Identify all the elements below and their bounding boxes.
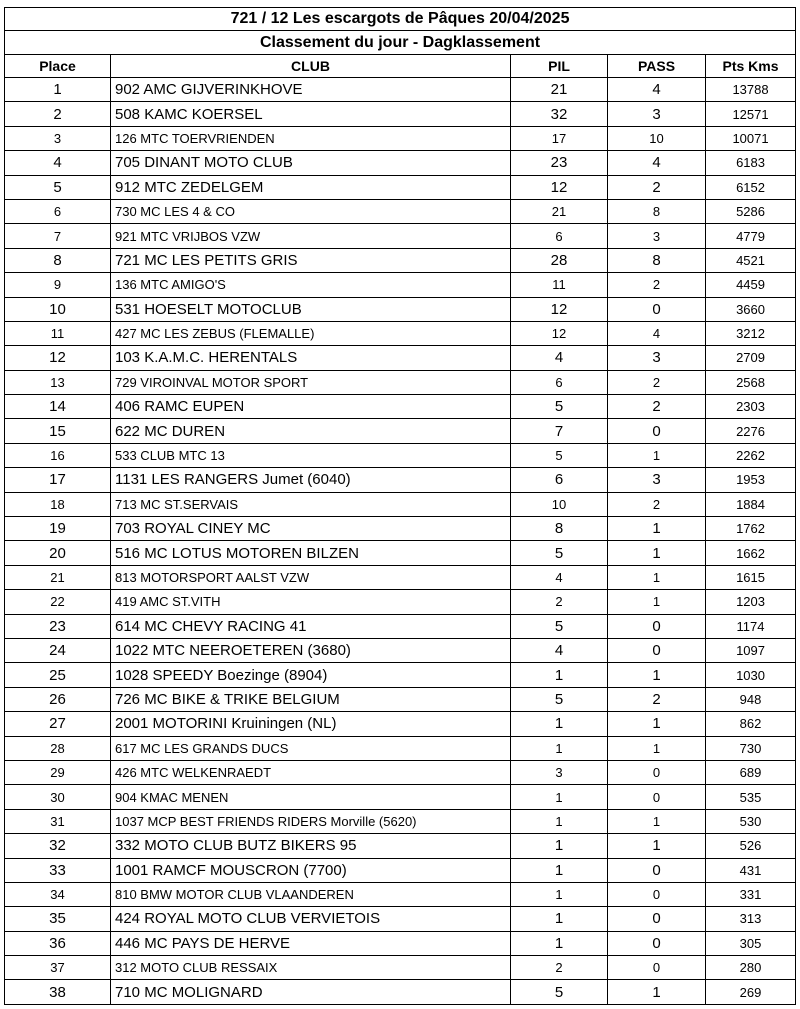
table-row bbox=[5, 614, 796, 638]
club-cell: 533 CLUB MTC 13 bbox=[111, 443, 511, 467]
table-row bbox=[5, 370, 796, 394]
pil-cell: 1 bbox=[511, 663, 608, 687]
pass-cell: 1 bbox=[608, 736, 706, 760]
club-cell: 312 MOTO CLUB RESSAIX bbox=[111, 956, 511, 980]
place-cell: 13 bbox=[5, 370, 111, 394]
pts-kms-cell: 1203 bbox=[706, 590, 796, 614]
table-row bbox=[5, 956, 796, 980]
pil-cell: 6 bbox=[511, 370, 608, 394]
place-cell: 35 bbox=[5, 907, 111, 931]
pass-cell: 3 bbox=[608, 224, 706, 248]
pil-cell: 12 bbox=[511, 175, 608, 199]
column-header-pil: PIL bbox=[511, 55, 608, 78]
pass-cell: 0 bbox=[608, 785, 706, 809]
table-row bbox=[5, 931, 796, 955]
club-cell: 1037 MCP BEST FRIENDS RIDERS Morville (5620) bbox=[111, 809, 511, 833]
place-cell: 22 bbox=[5, 590, 111, 614]
place-cell: 8 bbox=[5, 248, 111, 272]
club-cell: 419 AMC ST.VITH bbox=[111, 590, 511, 614]
pass-cell: 2 bbox=[608, 370, 706, 394]
pil-cell: 12 bbox=[511, 297, 608, 321]
club-cell: 508 KAMC KOERSEL bbox=[111, 102, 511, 126]
club-cell: 424 ROYAL MOTO CLUB VERVIETOIS bbox=[111, 907, 511, 931]
pil-cell: 32 bbox=[511, 102, 608, 126]
pil-cell: 5 bbox=[511, 687, 608, 711]
club-cell: 810 BMW MOTOR CLUB VLAANDEREN bbox=[111, 882, 511, 906]
table-row bbox=[5, 492, 796, 516]
pil-cell: 1 bbox=[511, 931, 608, 955]
pass-cell: 1 bbox=[608, 663, 706, 687]
table-row bbox=[5, 297, 796, 321]
club-cell: 902 AMC GIJVERINKHOVE bbox=[111, 78, 511, 102]
club-cell: 1028 SPEEDY Boezinge (8904) bbox=[111, 663, 511, 687]
place-cell: 36 bbox=[5, 931, 111, 955]
pass-cell: 1 bbox=[608, 443, 706, 467]
place-cell: 1 bbox=[5, 78, 111, 102]
pts-kms-cell: 2709 bbox=[706, 346, 796, 370]
table-row bbox=[5, 346, 796, 370]
table-row bbox=[5, 980, 796, 1004]
table-row bbox=[5, 443, 796, 467]
table-row bbox=[5, 565, 796, 589]
pts-kms-cell: 1884 bbox=[706, 492, 796, 516]
table-row bbox=[5, 760, 796, 784]
pts-kms-cell: 313 bbox=[706, 907, 796, 931]
pil-cell: 4 bbox=[511, 638, 608, 662]
pass-cell: 8 bbox=[608, 199, 706, 223]
table-row bbox=[5, 687, 796, 711]
pts-kms-cell: 431 bbox=[706, 858, 796, 882]
club-cell: 406 RAMC EUPEN bbox=[111, 395, 511, 419]
place-cell: 21 bbox=[5, 565, 111, 589]
pil-cell: 21 bbox=[511, 199, 608, 223]
pil-cell: 1 bbox=[511, 736, 608, 760]
pil-cell: 12 bbox=[511, 321, 608, 345]
place-cell: 30 bbox=[5, 785, 111, 809]
place-cell: 34 bbox=[5, 882, 111, 906]
pass-cell: 2 bbox=[608, 492, 706, 516]
place-cell: 6 bbox=[5, 199, 111, 223]
pil-cell: 4 bbox=[511, 346, 608, 370]
club-cell: 136 MTC AMIGO'S bbox=[111, 273, 511, 297]
club-cell: 103 K.A.M.C. HERENTALS bbox=[111, 346, 511, 370]
place-cell: 18 bbox=[5, 492, 111, 516]
place-cell: 7 bbox=[5, 224, 111, 248]
pass-cell: 4 bbox=[608, 321, 706, 345]
place-cell: 31 bbox=[5, 809, 111, 833]
place-cell: 12 bbox=[5, 346, 111, 370]
club-cell: 332 MOTO CLUB BUTZ BIKERS 95 bbox=[111, 834, 511, 858]
place-cell: 27 bbox=[5, 712, 111, 736]
place-cell: 2 bbox=[5, 102, 111, 126]
table-row bbox=[5, 419, 796, 443]
pts-kms-cell: 331 bbox=[706, 882, 796, 906]
place-cell: 11 bbox=[5, 321, 111, 345]
table-row bbox=[5, 395, 796, 419]
pil-cell: 7 bbox=[511, 419, 608, 443]
pil-cell: 5 bbox=[511, 614, 608, 638]
place-cell: 24 bbox=[5, 638, 111, 662]
pil-cell: 28 bbox=[511, 248, 608, 272]
column-header-pass: PASS bbox=[608, 55, 706, 78]
place-cell: 3 bbox=[5, 126, 111, 150]
pts-kms-cell: 3212 bbox=[706, 321, 796, 345]
pts-kms-cell: 689 bbox=[706, 760, 796, 784]
table-row bbox=[5, 517, 796, 541]
pts-kms-cell: 948 bbox=[706, 687, 796, 711]
ranking-rows bbox=[5, 78, 796, 1005]
table-row bbox=[5, 321, 796, 345]
pass-cell: 0 bbox=[608, 931, 706, 955]
pil-cell: 3 bbox=[511, 760, 608, 784]
table-row bbox=[5, 712, 796, 736]
pts-kms-cell: 1762 bbox=[706, 517, 796, 541]
club-cell: 729 VIROINVAL MOTOR SPORT bbox=[111, 370, 511, 394]
place-cell: 17 bbox=[5, 468, 111, 492]
pil-cell: 1 bbox=[511, 809, 608, 833]
pts-kms-cell: 6152 bbox=[706, 175, 796, 199]
place-cell: 15 bbox=[5, 419, 111, 443]
table-row bbox=[5, 468, 796, 492]
club-cell: 1001 RAMCF MOUSCRON (7700) bbox=[111, 858, 511, 882]
club-cell: 446 MC PAYS DE HERVE bbox=[111, 931, 511, 955]
pil-cell: 8 bbox=[511, 517, 608, 541]
pil-cell: 1 bbox=[511, 882, 608, 906]
place-cell: 5 bbox=[5, 175, 111, 199]
club-cell: 126 MTC TOERVRIENDEN bbox=[111, 126, 511, 150]
table-row bbox=[5, 638, 796, 662]
pil-cell: 10 bbox=[511, 492, 608, 516]
pass-cell: 1 bbox=[608, 712, 706, 736]
club-cell: 730 MC LES 4 & CO bbox=[111, 199, 511, 223]
table-row bbox=[5, 102, 796, 126]
club-cell: 705 DINANT MOTO CLUB bbox=[111, 151, 511, 175]
pts-kms-cell: 1174 bbox=[706, 614, 796, 638]
place-cell: 29 bbox=[5, 760, 111, 784]
place-cell: 20 bbox=[5, 541, 111, 565]
ranking-subtitle: Classement du jour - Dagklassement bbox=[5, 31, 796, 55]
pts-kms-cell: 535 bbox=[706, 785, 796, 809]
pts-kms-cell: 10071 bbox=[706, 126, 796, 150]
column-header-place: Place bbox=[5, 55, 111, 78]
pass-cell: 0 bbox=[608, 297, 706, 321]
pil-cell: 4 bbox=[511, 565, 608, 589]
pass-cell: 1 bbox=[608, 980, 706, 1004]
pts-kms-cell: 862 bbox=[706, 712, 796, 736]
table-row bbox=[5, 273, 796, 297]
place-cell: 10 bbox=[5, 297, 111, 321]
table-row bbox=[5, 809, 796, 833]
pts-kms-cell: 1097 bbox=[706, 638, 796, 662]
club-cell: 703 ROYAL CINEY MC bbox=[111, 517, 511, 541]
club-cell: 622 MC DUREN bbox=[111, 419, 511, 443]
club-cell: 1022 MTC NEEROETEREN (3680) bbox=[111, 638, 511, 662]
pass-cell: 2 bbox=[608, 395, 706, 419]
pil-cell: 5 bbox=[511, 395, 608, 419]
table-row bbox=[5, 199, 796, 223]
pass-cell: 4 bbox=[608, 78, 706, 102]
pts-kms-cell: 730 bbox=[706, 736, 796, 760]
event-title: 721 / 12 Les escargots de Pâques 20/04/2025 bbox=[5, 8, 796, 31]
pts-kms-cell: 280 bbox=[706, 956, 796, 980]
pass-cell: 1 bbox=[608, 565, 706, 589]
pass-cell: 3 bbox=[608, 346, 706, 370]
pts-kms-cell: 2303 bbox=[706, 395, 796, 419]
club-cell: 710 MC MOLIGNARD bbox=[111, 980, 511, 1004]
pts-kms-cell: 2262 bbox=[706, 443, 796, 467]
pil-cell: 5 bbox=[511, 980, 608, 1004]
pil-cell: 2 bbox=[511, 956, 608, 980]
table-row bbox=[5, 785, 796, 809]
club-cell: 813 MOTORSPORT AALST VZW bbox=[111, 565, 511, 589]
column-header-pts-kms: Pts Kms bbox=[706, 55, 796, 78]
pass-cell: 0 bbox=[608, 419, 706, 443]
pil-cell: 6 bbox=[511, 468, 608, 492]
pass-cell: 0 bbox=[608, 956, 706, 980]
ranking-sheet bbox=[4, 7, 795, 1005]
pass-cell: 2 bbox=[608, 175, 706, 199]
club-cell: 426 MTC WELKENRAEDT bbox=[111, 760, 511, 784]
place-cell: 33 bbox=[5, 858, 111, 882]
pass-cell: 0 bbox=[608, 858, 706, 882]
club-cell: 721 MC LES PETITS GRIS bbox=[111, 248, 511, 272]
pass-cell: 4 bbox=[608, 151, 706, 175]
table-row bbox=[5, 736, 796, 760]
ranking-table bbox=[4, 7, 796, 1005]
pil-cell: 21 bbox=[511, 78, 608, 102]
club-cell: 726 MC BIKE & TRIKE BELGIUM bbox=[111, 687, 511, 711]
pts-kms-cell: 4779 bbox=[706, 224, 796, 248]
table-row bbox=[5, 151, 796, 175]
pass-cell: 0 bbox=[608, 760, 706, 784]
pass-cell: 1 bbox=[608, 541, 706, 565]
table-row bbox=[5, 175, 796, 199]
table-row bbox=[5, 590, 796, 614]
table-row bbox=[5, 834, 796, 858]
place-cell: 32 bbox=[5, 834, 111, 858]
club-cell: 912 MTC ZEDELGEM bbox=[111, 175, 511, 199]
place-cell: 25 bbox=[5, 663, 111, 687]
pts-kms-cell: 530 bbox=[706, 809, 796, 833]
pass-cell: 1 bbox=[608, 834, 706, 858]
pass-cell: 3 bbox=[608, 468, 706, 492]
pil-cell: 6 bbox=[511, 224, 608, 248]
pass-cell: 0 bbox=[608, 907, 706, 931]
club-cell: 921 MTC VRIJBOS VZW bbox=[111, 224, 511, 248]
table-row bbox=[5, 907, 796, 931]
column-header-club: CLUB bbox=[111, 55, 511, 78]
club-cell: 614 MC CHEVY RACING 41 bbox=[111, 614, 511, 638]
pil-cell: 5 bbox=[511, 443, 608, 467]
club-cell: 2001 MOTORINI Kruiningen (NL) bbox=[111, 712, 511, 736]
place-cell: 37 bbox=[5, 956, 111, 980]
pass-cell: 2 bbox=[608, 687, 706, 711]
pass-cell: 8 bbox=[608, 248, 706, 272]
club-cell: 427 MC LES ZEBUS (FLEMALLE) bbox=[111, 321, 511, 345]
table-row bbox=[5, 663, 796, 687]
pts-kms-cell: 4521 bbox=[706, 248, 796, 272]
place-cell: 9 bbox=[5, 273, 111, 297]
place-cell: 23 bbox=[5, 614, 111, 638]
pass-cell: 1 bbox=[608, 517, 706, 541]
table-row bbox=[5, 858, 796, 882]
table-row bbox=[5, 882, 796, 906]
pil-cell: 5 bbox=[511, 541, 608, 565]
pil-cell: 2 bbox=[511, 590, 608, 614]
place-cell: 26 bbox=[5, 687, 111, 711]
place-cell: 19 bbox=[5, 517, 111, 541]
pil-cell: 23 bbox=[511, 151, 608, 175]
pil-cell: 1 bbox=[511, 712, 608, 736]
pts-kms-cell: 3660 bbox=[706, 297, 796, 321]
pts-kms-cell: 5286 bbox=[706, 199, 796, 223]
pass-cell: 3 bbox=[608, 102, 706, 126]
pass-cell: 10 bbox=[608, 126, 706, 150]
table-row bbox=[5, 126, 796, 150]
pts-kms-cell: 2276 bbox=[706, 419, 796, 443]
pass-cell: 1 bbox=[608, 809, 706, 833]
pts-kms-cell: 12571 bbox=[706, 102, 796, 126]
place-cell: 38 bbox=[5, 980, 111, 1004]
club-cell: 516 MC LOTUS MOTOREN BILZEN bbox=[111, 541, 511, 565]
table-row bbox=[5, 224, 796, 248]
pil-cell: 11 bbox=[511, 273, 608, 297]
pil-cell: 1 bbox=[511, 907, 608, 931]
pil-cell: 17 bbox=[511, 126, 608, 150]
place-cell: 28 bbox=[5, 736, 111, 760]
pts-kms-cell: 2568 bbox=[706, 370, 796, 394]
table-row bbox=[5, 541, 796, 565]
pil-cell: 1 bbox=[511, 785, 608, 809]
club-cell: 904 KMAC MENEN bbox=[111, 785, 511, 809]
pil-cell: 1 bbox=[511, 834, 608, 858]
pts-kms-cell: 1662 bbox=[706, 541, 796, 565]
pts-kms-cell: 269 bbox=[706, 980, 796, 1004]
pts-kms-cell: 1030 bbox=[706, 663, 796, 687]
pts-kms-cell: 526 bbox=[706, 834, 796, 858]
place-cell: 4 bbox=[5, 151, 111, 175]
place-cell: 16 bbox=[5, 443, 111, 467]
pts-kms-cell: 4459 bbox=[706, 273, 796, 297]
pts-kms-cell: 305 bbox=[706, 931, 796, 955]
club-cell: 531 HOESELT MOTOCLUB bbox=[111, 297, 511, 321]
pts-kms-cell: 1953 bbox=[706, 468, 796, 492]
pass-cell: 1 bbox=[608, 590, 706, 614]
place-cell: 14 bbox=[5, 395, 111, 419]
pass-cell: 0 bbox=[608, 614, 706, 638]
pts-kms-cell: 13788 bbox=[706, 78, 796, 102]
pil-cell: 1 bbox=[511, 858, 608, 882]
club-cell: 713 MC ST.SERVAIS bbox=[111, 492, 511, 516]
pts-kms-cell: 6183 bbox=[706, 151, 796, 175]
pass-cell: 2 bbox=[608, 273, 706, 297]
pass-cell: 0 bbox=[608, 638, 706, 662]
club-cell: 617 MC LES GRANDS DUCS bbox=[111, 736, 511, 760]
table-row bbox=[5, 78, 796, 102]
table-row bbox=[5, 248, 796, 272]
pts-kms-cell: 1615 bbox=[706, 565, 796, 589]
club-cell: 1131 LES RANGERS Jumet (6040) bbox=[111, 468, 511, 492]
pass-cell: 0 bbox=[608, 882, 706, 906]
